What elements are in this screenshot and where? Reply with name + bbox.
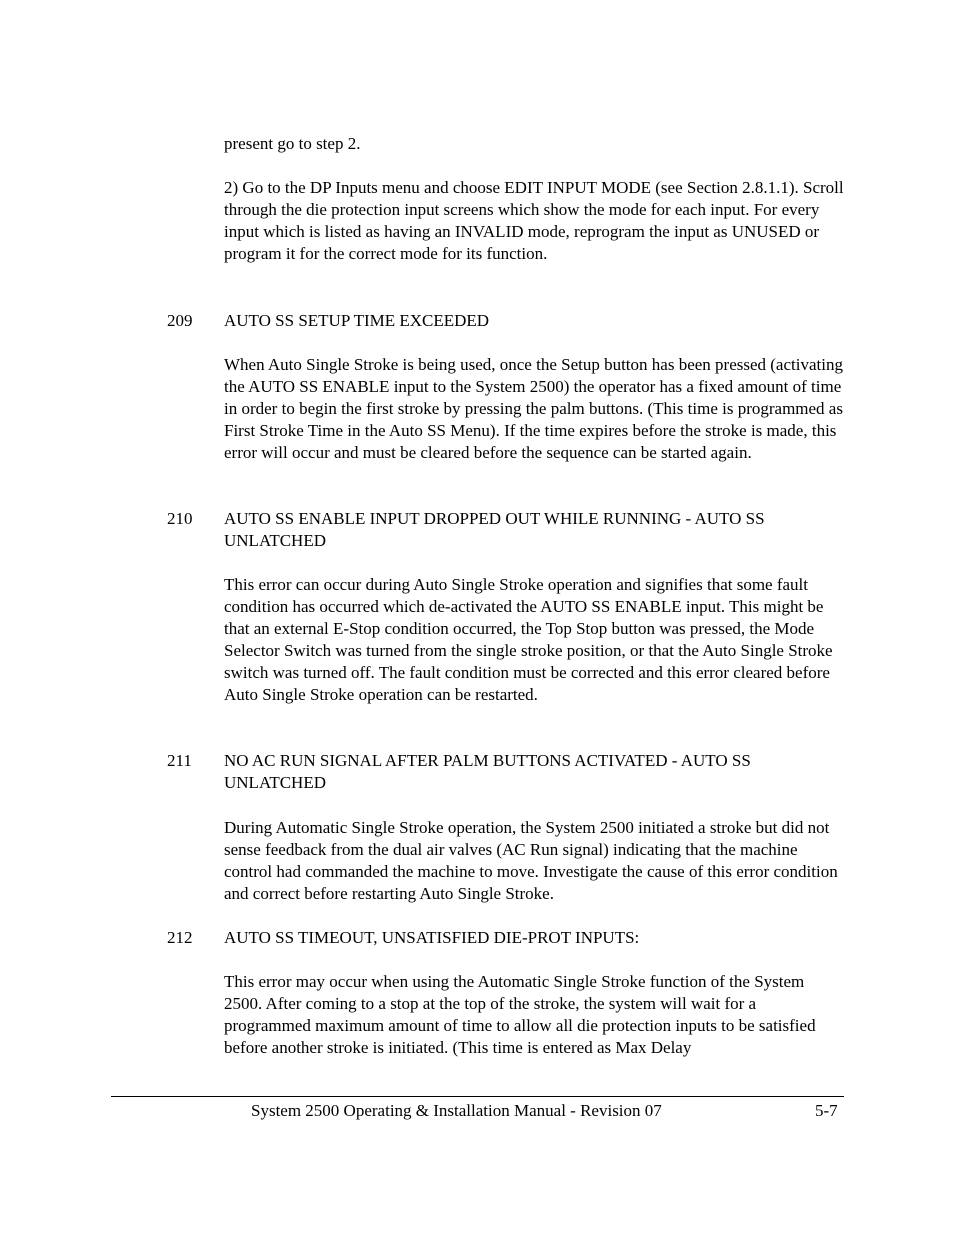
footer-manual-title: System 2500 Operating & Installation Manual - Revision 07 (251, 1101, 662, 1120)
error-title-209: AUTO SS SETUP TIME EXCEEDED (224, 311, 490, 330)
error-title-210: AUTO SS ENABLE INPUT DROPPED OUT WHILE RUNNING - AUTO SS UNLATCHED (224, 509, 765, 550)
error-code-211: 211 (167, 751, 192, 770)
error-body-212: This error may occur when using the Automatic Single Stroke function of the System 2500. After coming to a stop at the top of the stroke, the system will wait for a programmed maximum amount of time to allow all die protection inputs to be satisfied before another stroke is initiated. (This time is entered as Max Delay (224, 972, 816, 1057)
footer-page-number: 5-7 (815, 1101, 838, 1120)
footer-divider (111, 1096, 844, 1097)
error-body-209: When Auto Single Stroke is being used, once the Setup button has been pressed (activating the AUTO SS ENABLE input to the System 2500) the operator has a fixed amount of time in order to begin the first stroke by pressing the palm buttons. (This time is programmed as First Stroke Time in the Auto SS Menu). If the time expires before the stroke is made, this error will occur and must be cleared before the sequence can be started again. (224, 355, 843, 462)
error-title-212: AUTO SS TIMEOUT, UNSATISFIED DIE-PROT INPUTS: (224, 928, 640, 947)
error-code-212: 212 (167, 928, 193, 947)
error-code-209: 209 (167, 311, 193, 330)
intro-continuation: present go to step 2. (224, 134, 361, 153)
error-code-210: 210 (167, 509, 193, 528)
intro-step-2: 2) Go to the DP Inputs menu and choose EDIT INPUT MODE (see Section 2.8.1.1). Scroll through the die protection input screens which show the mode for each input. For every input which is listed as having an INVALID mode, reprogram the input as UNUSED or program it for the correct mode for its function. (224, 178, 844, 263)
error-body-211: During Automatic Single Stroke operation, the System 2500 initiated a stroke but did not sense feedback from the dual air valves (AC Run signal) indicating that the machine control had commanded the machine to move. Investigate the cause of this error condition and correct before restarting Auto Single Stroke. (224, 818, 838, 903)
error-body-210: This error can occur during Auto Single Stroke operation and signifies that some fault condition has occurred which de-activated the AUTO SS ENABLE input. This might be that an external E-Stop condition occurred, the Top Stop button was pressed, the Mode Selector Switch was turned from the single stroke position, or that the Auto Single Stroke switch was turned off. The fault condition must be corrected and this error cleared before Auto Single Stroke operation can be restarted. (224, 575, 833, 704)
error-title-211: NO AC RUN SIGNAL AFTER PALM BUTTONS ACTIVATED - AUTO SS UNLATCHED (224, 751, 751, 792)
